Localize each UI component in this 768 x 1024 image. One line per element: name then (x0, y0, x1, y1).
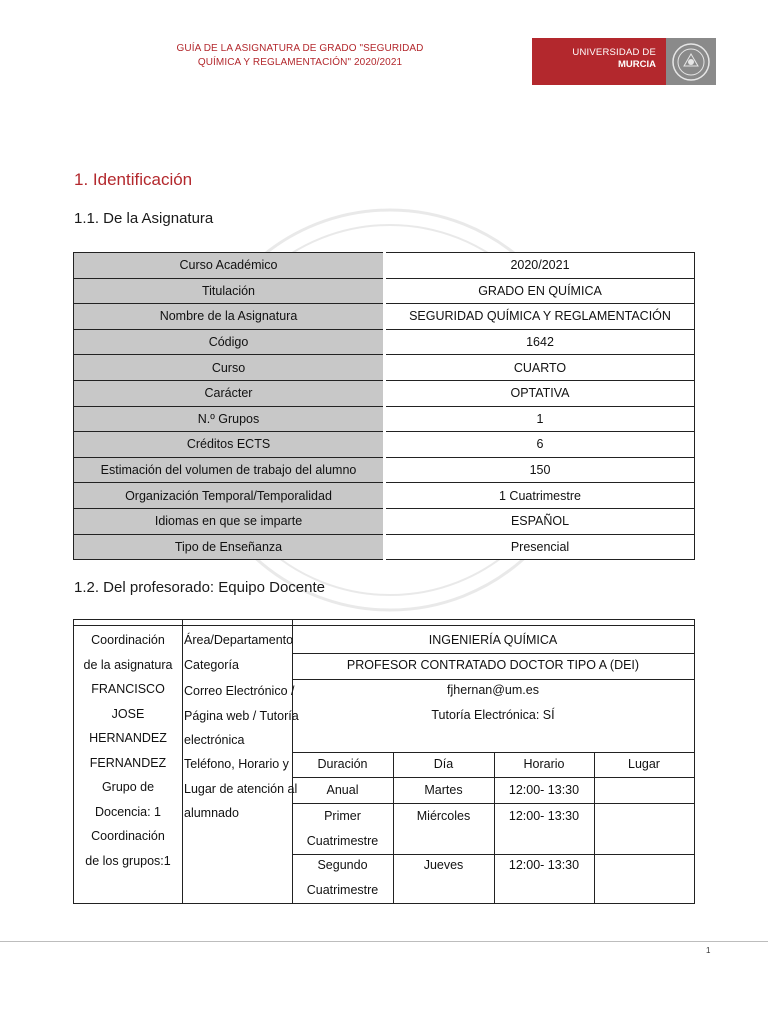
office-hours-label-line: Lugar de atención al (184, 781, 298, 796)
section-1-1-title: 1.1. De la Asignatura (74, 210, 214, 227)
schedule-time: 12:00- 13:30 (508, 809, 580, 823)
row-label: Idiomas en que se imparte (74, 508, 385, 534)
category-label: Categoría (184, 658, 239, 672)
row-label: Tipo de Enseñanza (74, 534, 385, 560)
email-label-line: Página web / Tutoría (184, 708, 299, 723)
schedule-duration (292, 804, 393, 853)
table-row (74, 278, 695, 304)
table-row (74, 457, 695, 483)
row-value: Presencial (385, 534, 695, 560)
teacher-line: Grupo de (101, 780, 155, 794)
row-value: 6 (385, 432, 695, 458)
page-number: 1 (706, 946, 711, 955)
teacher-line: FERNANDEZ (89, 755, 167, 770)
office-hours-label-line: Teléfono, Horario y (184, 757, 289, 771)
table-row (74, 406, 695, 432)
row-label: Nombre de la Asignatura (74, 304, 385, 330)
table-row (74, 508, 695, 534)
row-value: SEGURIDAD QUÍMICA Y REGLAMENTACIÓN (385, 304, 695, 330)
teacher-line: de la asignatura (83, 657, 173, 672)
row-label: Titulación (74, 278, 385, 304)
schedule-header-time: Horario (523, 757, 565, 771)
table-row (74, 304, 695, 330)
schedule-day: Miércoles (416, 809, 471, 823)
column-divider (182, 620, 183, 903)
office-hours-label (184, 752, 297, 826)
schedule-time: 12:00- 13:30 (508, 858, 580, 872)
row-value: 1 (385, 406, 695, 432)
schedule-duration (292, 853, 393, 902)
row-divider (292, 903, 694, 904)
row-label: Carácter (74, 380, 385, 406)
row-value: ESPAÑOL (385, 508, 695, 534)
row-label: Curso (74, 355, 385, 381)
university-logo (532, 38, 716, 85)
row-value: 1642 (385, 329, 695, 355)
table-row (74, 355, 695, 381)
schedule-time: 12:00- 13:30 (508, 783, 580, 797)
email-label-line: electrónica (184, 733, 245, 747)
category-value: PROFESOR CONTRATADO DOCTOR TIPO A (DEI) (346, 658, 640, 672)
row-value: 1 Cuatrimestre (385, 483, 695, 509)
row-label: Código (74, 329, 385, 355)
row-label: Créditos ECTS (74, 432, 385, 458)
area-label: Área/Departamento (184, 633, 294, 647)
schedule-duration-line: Segundo (317, 858, 368, 872)
table-row (74, 483, 695, 509)
footer-divider (0, 941, 768, 942)
teacher-line: Coordinación (91, 633, 165, 647)
table-top-strip (74, 620, 694, 626)
tutoring-value: Tutoría Electrónica: SÍ (431, 708, 555, 722)
table-row (74, 380, 695, 406)
schedule-duration-line: Primer (324, 809, 361, 823)
header-title-line-1: GUÍA DE LA ASIGNATURA DE GRADO "SEGURIDAD (176, 43, 424, 54)
row-value: CUARTO (385, 355, 695, 381)
email-label-line: Correo Electrónico / (184, 684, 295, 698)
header-title-line-2: QUÍMICA Y REGLAMENTACIÓN" 2020/2021 (197, 57, 403, 68)
row-value: 150 (385, 457, 695, 483)
email-label (184, 679, 299, 753)
teaching-staff-table (73, 619, 695, 904)
email-value[interactable]: fjhernan@um.es (447, 683, 539, 697)
university-seal-icon (666, 38, 716, 85)
teacher-line: Docencia: 1 (94, 804, 161, 819)
schedule-duration: Anual (326, 783, 359, 797)
table-row (74, 253, 695, 279)
section-1-title: 1. Identificación (74, 170, 193, 189)
row-label: Curso Académico (74, 253, 385, 279)
teacher-info-cell (74, 628, 182, 873)
row-label: Organización Temporal/Temporalidad (74, 483, 385, 509)
schedule-duration-line: Cuatrimestre (306, 882, 379, 897)
row-label: Estimación del volumen de trabajo del alumno (74, 457, 385, 483)
row-value: GRADO EN QUÍMICA (385, 278, 695, 304)
area-value: INGENIERÍA QUÍMICA (428, 633, 558, 647)
subject-info-table (73, 252, 695, 560)
teacher-line: HERNANDEZ (89, 731, 167, 745)
office-hours-label-line: alumnado (184, 806, 239, 820)
section-1-2-title: 1.2. Del profesorado: Equipo Docente (74, 579, 325, 596)
teacher-line: de los grupos:1 (85, 853, 171, 868)
table-row (74, 432, 695, 458)
row-value: OPTATIVA (385, 380, 695, 406)
schedule-duration-line: Cuatrimestre (306, 833, 379, 848)
schedule-day: Martes (424, 783, 463, 797)
teacher-line: Coordinación (91, 829, 165, 843)
table-row (74, 534, 695, 560)
schedule-header-day: Día (433, 757, 454, 771)
document-header-title (150, 42, 450, 70)
logo-text-line-1: UNIVERSIDAD DE (572, 47, 656, 58)
table-row (74, 329, 695, 355)
logo-text-line-2: MURCIA (618, 59, 656, 70)
row-label: N.º Grupos (74, 406, 385, 432)
row-value: 2020/2021 (385, 253, 695, 279)
teacher-line: FRANCISCO JOSE (91, 682, 165, 721)
schedule-day: Jueves (423, 858, 464, 872)
schedule-header-duration: Duración (317, 757, 368, 771)
schedule-header-place: Lugar (628, 757, 660, 771)
